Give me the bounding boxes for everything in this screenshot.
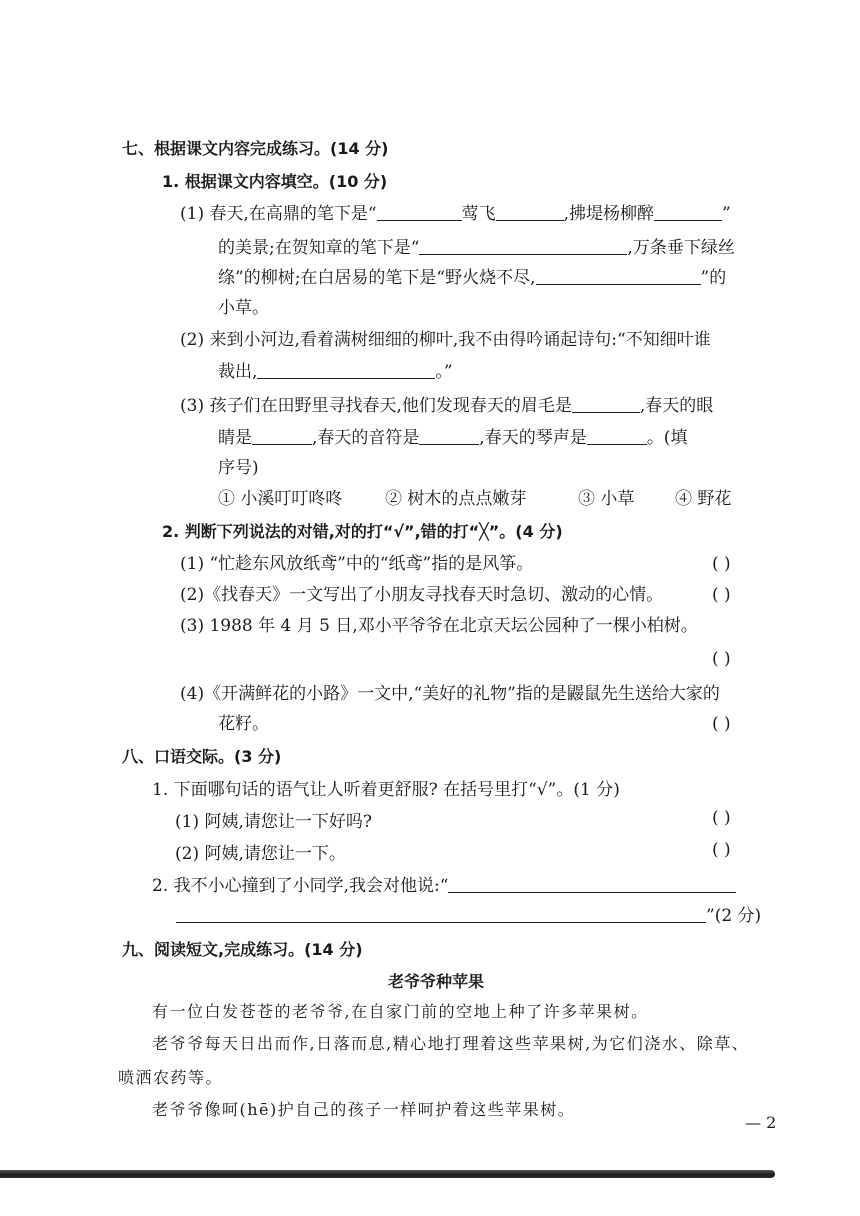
s7-q1-p3-line1 [180,394,713,418]
s7-q1-p1-line1 [180,202,731,226]
story-para-1: 有一位白发苍苍的老爷爷,在自家门前的空地上种了许多苹果树。 [152,1002,649,1021]
s8-q2-line2 [176,904,761,928]
p1-text-d: ” [722,204,731,224]
s7-q1-title: 1. 根据课文内容填空。(10 分) [162,172,388,191]
section-8-heading: 八、口语交际。(3 分) [122,747,282,766]
s7-q2-title: 2. 判断下列说法的对错,对的打“√”,错的打“╳”。(4 分) [162,522,563,541]
story-para-2: 老爷爷每天日出而作,日落而息,精心地打理着这些苹果树,为它们浇水、除草、 [152,1034,750,1053]
s8-q1-item-1: (1) 阿姨,请您让一下好吗? [175,812,373,832]
s7-q1-p3-line2 [218,426,687,450]
blank[interactable] [496,202,564,221]
p1-text-g: 绦”的柳树;在白居易的笔下是“野火烧不尽, [218,268,536,288]
option-3: ③ 小草 [578,489,635,509]
story-para-3: 老爷爷像呵(hē)护自己的孩子一样呵护着这些苹果树。 [152,1100,576,1119]
s7-q1-p1-line4: 小草。 [218,298,269,318]
blank[interactable] [419,236,627,255]
judge-item-3: (3) 1988 年 4 月 5 日,邓小平爷爷在北京天坛公园种了一棵小柏树。 [180,616,698,636]
p1-text-c: ,拂堤杨柳醉 [563,204,654,224]
judge-item-1: (1) “忙趁东风放纸鸢”中的“纸鸢”指的是风筝。 [180,554,534,574]
answer-paren[interactable]: ( ) [712,808,731,828]
p3-text-f: 。(填 [646,428,688,448]
p2-text-c: 。” [435,362,453,382]
s7-q1-p2-line1: (2) 来到小河边,看着满树细细的柳叶,我不由得吟诵起诗句:“不知细叶谁 [180,330,711,350]
p3-text-c: 睛是 [218,428,252,448]
scan-edge-bar [0,1170,775,1178]
page-number: — 2 [745,1113,777,1132]
p1-text-b: 莺飞 [461,204,496,224]
p1-text-a: (1) 春天,在高鼎的笔下是“ [180,204,377,224]
p1-text-f: ,万条垂下绿丝 [627,238,735,258]
blank[interactable] [252,426,312,445]
answer-line[interactable] [176,904,706,923]
s8-q2-score: ”(2 分) [706,906,762,926]
blank[interactable] [257,360,435,379]
s7-q1-p2-line2 [218,360,453,384]
blank[interactable] [654,202,722,221]
s7-q1-p3-line3: 序号) [218,458,259,478]
story-title: 老爷爷种苹果 [388,972,485,991]
option-2: ② 树木的点点嫩芽 [385,489,527,509]
answer-paren[interactable]: ( ) [712,714,731,734]
blank[interactable] [572,394,640,413]
answer-line[interactable] [448,874,736,893]
blank[interactable] [536,266,701,285]
s7-q1-p1-line2 [218,236,735,260]
judge-item-4-cont: 花籽。 [218,714,269,734]
answer-paren[interactable]: ( ) [712,585,731,605]
s8-q2-text: 2. 我不小心撞到了小同学,我会对他说:“ [152,876,449,896]
blank[interactable] [587,426,647,445]
answer-paren[interactable]: ( ) [712,649,731,669]
option-4: ④ 野花 [675,489,732,509]
option-1: ① 小溪叮叮咚咚 [218,489,343,509]
p3-text-a: (3) 孩子们在田野里寻找春天,他们发现春天的眉毛是 [180,396,572,416]
p2-text-b: 裁出, [218,362,258,382]
p1-text-h: ”的 [700,268,727,288]
s8-q2-line1 [152,874,736,898]
s7-q1-p1-line3 [218,266,726,290]
judge-item-2: (2)《找春天》一文写出了小朋友寻找春天时急切、激动的心情。 [180,585,664,605]
answer-paren[interactable]: ( ) [712,840,731,860]
blank[interactable] [377,202,462,221]
blank[interactable] [419,426,479,445]
s8-q1-item-2: (2) 阿姨,请您让一下。 [175,844,346,864]
p3-text-e: ,春天的琴声是 [479,428,587,448]
p1-text-e: 的美景;在贺知章的笔下是“ [218,238,420,258]
section-9-heading: 九、阅读短文,完成练习。(14 分) [122,940,363,959]
section-7-heading: 七、根据课文内容完成练习。(14 分) [122,139,389,158]
story-para-2-cont: 喷洒农药等。 [118,1068,224,1087]
p3-text-d: ,春天的音符是 [312,428,420,448]
judge-item-4: (4)《开满鲜花的小路》一文中,“美好的礼物”指的是鼹鼠先生送给大家的 [180,684,720,704]
s8-q1-title: 1. 下面哪句话的语气让人听着更舒服? 在括号里打“√”。(1 分) [152,780,620,800]
answer-paren[interactable]: ( ) [712,554,731,574]
p3-text-b: ,春天的眼 [639,396,714,416]
